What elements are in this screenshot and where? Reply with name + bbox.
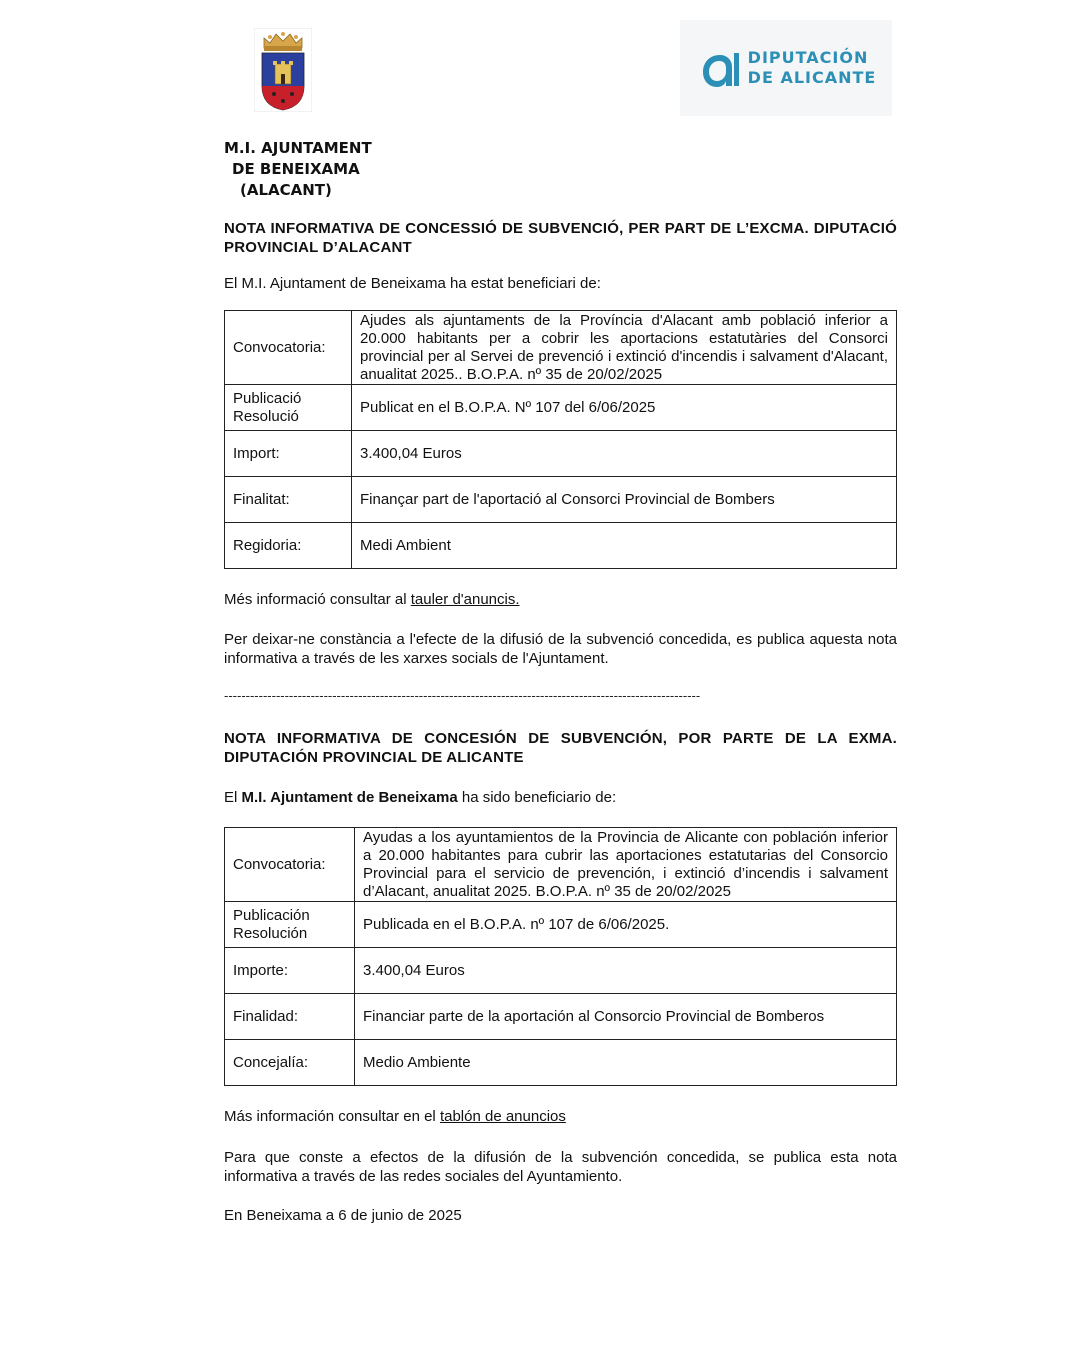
valencian-info-table xyxy=(224,310,897,569)
spanish-info-table xyxy=(224,827,897,1086)
row-label: Convocatoria: xyxy=(225,828,355,902)
row-value: 3.400,04 Euros xyxy=(352,431,897,477)
row-label: Regidoria: xyxy=(225,523,352,569)
valencian-more-info xyxy=(224,590,897,609)
row-value: Publicada en el B.O.P.A. nº 107 de 6/06/2025. xyxy=(355,902,897,948)
table-row xyxy=(225,994,897,1040)
spanish-closing: Para que conste a efectos de la difusión de la subvención concedida, se publica esta nota informativa a través de las redes sociales del Ayuntamiento. xyxy=(224,1149,897,1185)
municipality-line-2: DE BENEIXAMA xyxy=(232,160,360,178)
municipality-line-3: (ALACANT) xyxy=(240,181,332,199)
diputacion-logo-mark-icon xyxy=(696,45,742,91)
logo-text-line-2: DE ALICANTE xyxy=(747,68,877,87)
intro-entity: M.I. Ajuntament de Beneixama xyxy=(241,789,458,806)
table-row xyxy=(225,948,897,994)
beneixama-coat-of-arms-icon xyxy=(254,28,312,112)
intro-prefix: El xyxy=(224,789,242,806)
row-label: Convocatoria: xyxy=(225,311,352,385)
row-value: Publicat en el B.O.P.A. Nº 107 del 6/06/2025 xyxy=(352,385,897,431)
row-label: Finalitat: xyxy=(225,477,352,523)
more-info-text: Más información consultar en el xyxy=(224,1108,440,1125)
valencian-intro: El M.I. Ajuntament de Beneixama ha estat beneficiari de: xyxy=(224,275,601,292)
valencian-closing: Per deixar-ne constància a l'efecte de la difusió de la subvenció concedida, es publica aquesta nota informativa a través de les xarxes socials de l'Ajuntament. xyxy=(224,631,897,667)
row-value: Financiar parte de la aportación al Consorcio Provincial de Bomberos xyxy=(355,994,897,1040)
table-row xyxy=(225,431,897,477)
spanish-intro xyxy=(224,788,897,807)
row-value: Medi Ambient xyxy=(352,523,897,569)
row-label: Concejalía: xyxy=(225,1040,355,1086)
intro-suffix: ha sido beneficiario de: xyxy=(457,789,617,806)
row-label: Importe: xyxy=(225,948,355,994)
spanish-title: NOTA INFORMATIVA DE CONCESIÓN DE SUBVENCIÓN, POR PARTE DE LA EXMA. DIPUTACIÓN PROVINCIAL DE ALICANTE xyxy=(224,730,897,766)
section-divider: -------------------------------------------------------------------------------------------------------------- xyxy=(224,688,701,703)
more-info-text: Més informació consultar al xyxy=(224,591,411,608)
spanish-more-info xyxy=(224,1107,897,1126)
tauler-anuncis-link[interactable]: tauler d'anuncis. xyxy=(410,591,520,608)
table-row xyxy=(225,828,897,902)
row-label: Import: xyxy=(225,431,352,477)
row-value: 3.400,04 Euros xyxy=(355,948,897,994)
table-row xyxy=(225,311,897,385)
table-row xyxy=(225,902,897,948)
tablon-anuncios-link[interactable]: tablón de anuncios xyxy=(439,1108,566,1125)
logo-text-line-1: DIPUTACIÓN xyxy=(747,48,869,67)
table-row xyxy=(225,385,897,431)
row-value: Medio Ambiente xyxy=(355,1040,897,1086)
row-label: Publicación Resolución xyxy=(225,902,355,948)
table-row xyxy=(225,523,897,569)
valencian-title: NOTA INFORMATIVA DE CONCESSIÓ DE SUBVENCIÓ, PER PART DE L’EXCMA. DIPUTACIÓ PROVINCIAL D’ALACANT xyxy=(224,220,897,256)
municipality-heading xyxy=(224,138,372,201)
row-label: Publicació Resolució xyxy=(225,385,352,431)
row-value: Ajudes als ajuntaments de la Província d'Alacant amb població inferior a 20.000 habitants per a cobrir les aportacions estatutàries del Consorci provincial per al Servei de prevenció i extinció d'incendis i salvament d'Alacant, anualitat 2025.. B.O.P.A. nº 35 de 20/02/2025 xyxy=(352,311,897,385)
municipality-line-1: M.I. AJUNTAMENT xyxy=(224,139,372,157)
table-row xyxy=(225,1040,897,1086)
row-value: Ayudas a los ayuntamientos de la Provincia de Alicante con población inferior a 20.000 habitantes para cubrir las aportaciones estatutarias del Consorcio Provincial para el servicio de prevención, i extinció d’incendis i salvament d’Alacant, anualitat 2025. B.O.P.A. nº 35 de 20/02/2025 xyxy=(355,828,897,902)
date-line: En Beneixama a 6 de junio de 2025 xyxy=(224,1207,462,1224)
row-label: Finalidad: xyxy=(225,994,355,1040)
row-value: Finançar part de l'aportació al Consorci Provincial de Bombers xyxy=(352,477,897,523)
table-row xyxy=(225,477,897,523)
diputacion-alicante-logo xyxy=(680,20,892,116)
